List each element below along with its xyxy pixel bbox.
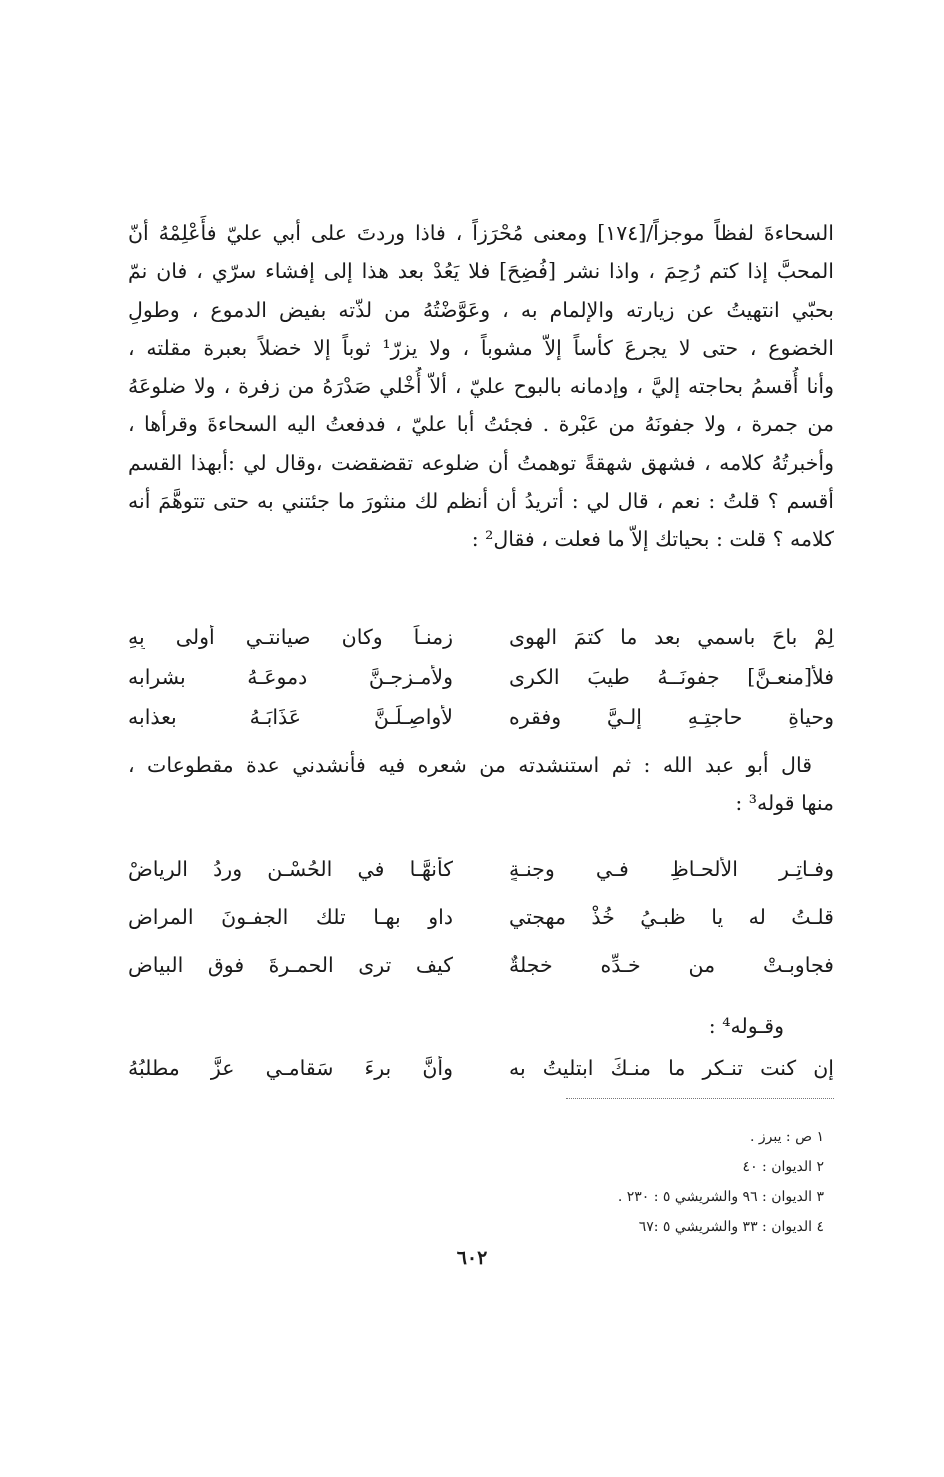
footnote-separator (566, 1098, 834, 1099)
verse-second-hemistich: كيف ترى الحمـرةَ فوق البياضِ (128, 953, 453, 977)
narration-line: قال أبو عبد الله : ثم استنشدته من شعره فيه فأنشدني عدة مقطوعات ، (128, 753, 812, 777)
footnote: ٣ الديوان : ٩٦ والشريشي ٥ : ٢٣٠ . (617, 1189, 824, 1205)
verse-first-hemistich: قلـتُ له يا ظبـيُ خُذْ مهجتي (509, 905, 834, 929)
prose-line: كلامه ؟ قلت : بحياتك إلاّ ما فعلت ، فقال² : (471, 527, 834, 552)
verse-second-hemistich: كأنهَّـا في الحُسْـنِ وردُ الرياضْ (128, 857, 453, 881)
verse-row (128, 941, 834, 989)
verse-row (128, 657, 834, 697)
poem-2 (128, 845, 834, 989)
verse-row (128, 893, 834, 941)
verse-second-hemistich: لأُواصِـلَـنَّ عَذَابَـهُ بعذابه (128, 705, 453, 729)
verse-first-hemistich: فجاوبـتْ من خـدِّه خجلةٌ (509, 953, 834, 977)
page-number: ٦٠٢ (456, 1247, 488, 1269)
prose-line: من جمرة ، ولا جفونَهُ من عَبْرة . فجئتُ أبا عليّ ، فدفعتُ اليه السحاءةَ وقرأها ، (128, 412, 834, 437)
prose-line: المحبَّ إذا كتم رُحِمَ ، واذا نشر [فُضِحَ] فلا يَعُدْ بعد هذا إلى إفشاء سرّي ، فان نمّ (128, 259, 834, 284)
verse-first-hemistich: وفـاتِـرِ الألحـاظِ فـي وجنـةٍ (509, 857, 834, 881)
verse-second-hemistich: وأنَّ برءَ سَقامـي عزَّ مطلبُهُ (128, 1056, 453, 1080)
prose-line: الخضوع ، حتى لا يجرعَ كأساً إلاّ مشوباً ، ولا يزرّ¹ ثوباً إلا خضلاً بعبرة مقلته ، (128, 335, 834, 360)
footnotes (618, 1122, 824, 1242)
footnote: ١ ص : يبرز . (749, 1129, 824, 1145)
verse-row (128, 697, 834, 737)
verse-row (128, 617, 834, 657)
poem-1 (128, 617, 834, 737)
footnote: ٤ الديوان : ٣٣ والشريشي ٥ :٦٧ (638, 1219, 824, 1235)
verse-row (128, 1046, 834, 1090)
prose-line: وأنا أُقسمُ بحاجته إليَّ ، وإدمانه بالبوح عليّ ، ألاّ أُخْلي صَدْرَهُ من زفرة ، ولا ضلوعَهُ (128, 374, 834, 399)
verse-first-hemistich: لِمْ باحَ باسمي بعد ما كتمَ الهوى (509, 625, 834, 649)
verse-first-hemistich: وحياةِ حاجتِـهِ إلـيَّ وفقرِه (509, 705, 834, 729)
narration-line: منها قوله³ : (735, 791, 834, 815)
verse-second-hemistich: داوِ بهـا تلك الجفـونَ المراض (128, 905, 453, 929)
prose-line: وأخبرتُهُ كلامه ، فشهق شهقةً توهمتُ أن ضلوعه تقضقضت ،وقال لي :أبهذا القسم (128, 450, 834, 475)
verse-row (128, 845, 834, 893)
verse-second-hemistich: ولأمـزجـنَّ دموعَـهُ بشرابه (128, 665, 453, 689)
footnote: ٢ الديوان : ٤٠ (742, 1159, 824, 1175)
prose-block (128, 214, 834, 559)
verse-first-hemistich: إن كنت تنـكر ما منـكَ ابتليتُ به (509, 1056, 834, 1080)
poem-3-intro: وقـوله⁴ : (708, 1014, 784, 1038)
prose-line: أقسم ؟ قلتُ : نعم ، قال لي : أتريدُ أن أنظم لك منثورَ ما جئتني به حتى تتوهَّمَ أنه (128, 489, 834, 514)
narration-paragraph (128, 746, 834, 822)
prose-line: بحبّي انتهيتُ عن زيارته والإلمام به ، وعَوَّضْتُهُ من لذّته بفيض الدموع ، وطولِ (128, 297, 834, 322)
poem-3 (128, 1046, 834, 1090)
verse-second-hemistich: زمنـاً وكان صيانتـي أولى بِهِ (128, 625, 453, 649)
prose-line: السحاءةَ لفظاً موجزاً/[١٧٤] ومعنى مُحْرَزاً ، فاذا وردتَ على أبي عليّ فأَعْلِمْهُ أنّ (128, 221, 834, 245)
verse-first-hemistich: فلأ[منعـنَّ] جفونَــهُ طيبَ الكرى (509, 665, 834, 689)
